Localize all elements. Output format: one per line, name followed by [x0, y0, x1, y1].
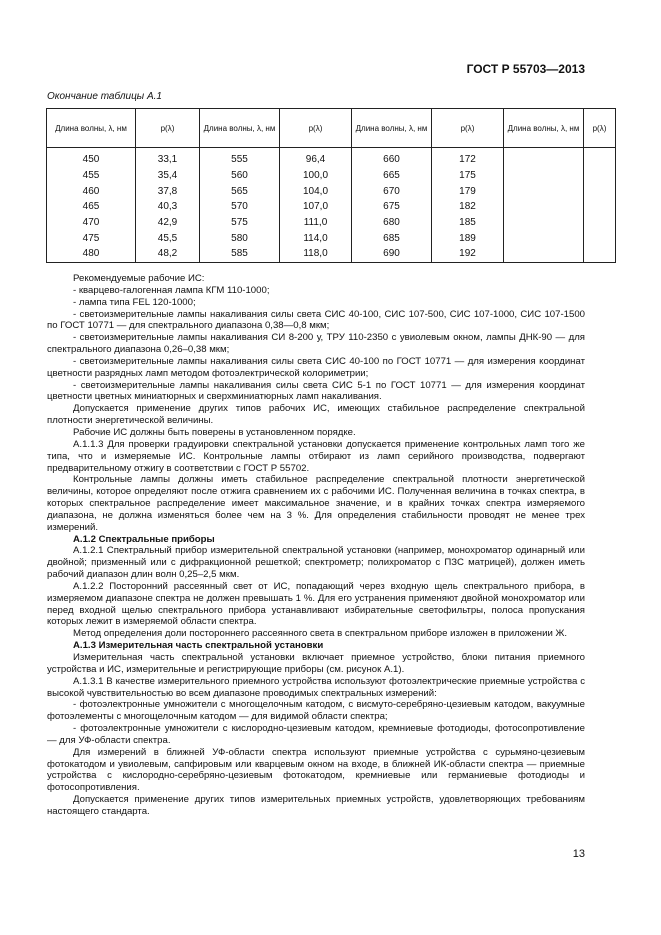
table-cell: 675	[352, 199, 432, 215]
table-cell: 555	[200, 148, 280, 168]
paragraph: Контрольные лампы должны иметь стабильное распределение спектральной плотности энергетической величины, которое определяют после отжига сравнением их с рабочими ИС. Полученная величина в точках спектра, в которых спектральное распределение имеет максимальное значение, и в крайних точках спектра измеряемого диапазона, не должна изменяться более чем на 3 %. Для определения стабильности проводят не менее трех измерений.	[47, 474, 585, 533]
table-cell: 685	[352, 230, 432, 246]
col-header-wavelength-3: Длина волны, λ, нм	[352, 109, 432, 148]
table-cell	[504, 230, 584, 246]
paragraph: А.1.2.2 Посторонний рассеянный свет от ИС, попадающий через входную щель спектрального прибора, в измеряемом диапазоне спектра не должен превышать 1 %. Для его устранения применяют двойной монохроматор или перед входной щелью спектрального прибора устанавливают избирательные светофильтры, полоса пропускания которых лежит в измеряемой области спектра.	[47, 580, 585, 628]
table-cell: 35,4	[136, 168, 200, 184]
paragraph: - светоизмерительные лампы накаливания силы света СИС 40-100 по ГОСТ 10771 — для измерения координат цветности разрядных ламп методом фотоэлектрической колориметрии;	[47, 355, 585, 379]
table-cell: 114,0	[280, 230, 352, 246]
paragraph: - фотоэлектронные умножители с кислородно-цезиевым катодом, кремниевые фотодиоды, фотосопротивление — для УФ-области спектра.	[47, 723, 585, 746]
spectral-data-table	[46, 108, 616, 263]
paragraph: - кварцево-галогенная лампа КГМ 110-1000;	[73, 284, 270, 296]
paragraph: Для измерений в ближней УФ-области спектра используют приемные устройства с сурьмяно-цезиевым фотокатодом и увиолевым, сапфировым или кварцевым окном на входе, в ближней ИК-области спектра — приемные устройства с кислородно-серебряно-цезиевым фотокатодом, кремниевые или германиевые фотодиоды и фотосопротивления.	[47, 746, 585, 794]
table-cell: 670	[352, 183, 432, 199]
col-header-value-4: p(λ)	[584, 109, 616, 148]
table-cell	[584, 215, 616, 231]
table-cell: 560	[200, 168, 280, 184]
table-cell: 42,9	[136, 215, 200, 231]
table-cell: 192	[432, 246, 504, 262]
page-number: 13	[572, 848, 585, 860]
table-cell	[504, 168, 584, 184]
table-cell: 189	[432, 230, 504, 246]
table-cell: 48,2	[136, 246, 200, 262]
table-cell: 100,0	[280, 168, 352, 184]
table-row	[47, 199, 616, 215]
col-header-value-2: p(λ)	[280, 109, 352, 148]
table-cell: 465	[47, 199, 136, 215]
paragraph: - светоизмерительные лампы накаливания силы света СИС 5-1 по ГОСТ 10771 — для измерения координат цветности цветных миниатюрных и сверхминиатюрных ламп накаливания.	[47, 379, 585, 403]
table-cell: 580	[200, 230, 280, 246]
table-cell	[504, 215, 584, 231]
paragraph: - лампа типа FEL 120-1000;	[73, 296, 196, 308]
table-cell: 470	[47, 215, 136, 231]
col-header-value-3: p(λ)	[432, 109, 504, 148]
table-cell: 118,0	[280, 246, 352, 262]
table-cell: 111,0	[280, 215, 352, 231]
table-cell: 182	[432, 199, 504, 215]
table-cell: 575	[200, 215, 280, 231]
table-row	[47, 246, 616, 262]
table-cell: 455	[47, 168, 136, 184]
table-cell: 107,0	[280, 199, 352, 215]
paragraph: - фотоэлектронные умножители с многощелочным катодом, с висмуто-серебряно-цезиевым катодом, вакуумные фотоэлементы с многощелочным катодом — для видимой области спектра;	[47, 699, 585, 723]
table-cell: 480	[47, 246, 136, 262]
table-cell	[584, 148, 616, 168]
table-cell: 37,8	[136, 183, 200, 199]
col-header-value-1: p(λ)	[136, 109, 200, 148]
table-row	[47, 183, 616, 199]
table-row	[47, 230, 616, 246]
table-cell: 475	[47, 230, 136, 246]
table-cell: 450	[47, 148, 136, 168]
table-caption: Окончание таблицы А.1	[47, 91, 162, 102]
paragraph: Измерительная часть спектральной установки включает приемное устройство, блоки питания приемного устройства и ИС, измерительные и регистрирующие приборы (см. рисунок А.1).	[47, 652, 585, 675]
body-text	[47, 273, 585, 818]
table-cell: 33,1	[136, 148, 200, 168]
table-cell	[504, 148, 584, 168]
table-cell: 179	[432, 183, 504, 199]
document-standard-number: ГОСТ Р 55703—2013	[466, 62, 585, 76]
col-header-wavelength-1: Длина волны, λ, нм	[47, 109, 136, 148]
section-heading: А.1.3 Измерительная часть спектральной установки	[73, 640, 324, 652]
paragraph: А.1.2.1 Спектральный прибор измерительной спектральной установки (например, монохроматор одинарный или двойной; призменный или с дифракционной решеткой; спектрометр; полихроматор с ПЗС матрицей), должен иметь рабочий диапазон длин волн 0,25–2,5 мкм.	[47, 545, 585, 581]
paragraph: - светоизмерительные лампы накаливания силы света СИС 40-100, СИС 107-500, СИС 107-1000, СИС 107-1500 по ГОСТ 10771 — для спектрального диапазона 0,38—0,8 мкм;	[47, 308, 585, 332]
table-header	[47, 109, 616, 148]
table-cell	[584, 230, 616, 246]
table-row	[47, 215, 616, 231]
table-cell: 570	[200, 199, 280, 215]
table-header-row	[47, 109, 616, 148]
col-header-wavelength-4: Длина волны, λ, нм	[504, 109, 584, 148]
table-cell: 172	[432, 148, 504, 168]
table-cell: 585	[200, 246, 280, 262]
table-cell: 680	[352, 215, 432, 231]
table-cell: 185	[432, 215, 504, 231]
table-cell: 175	[432, 168, 504, 184]
table-cell: 45,5	[136, 230, 200, 246]
table-cell	[584, 168, 616, 184]
table-cell	[504, 199, 584, 215]
table-cell	[584, 183, 616, 199]
table-cell: 690	[352, 246, 432, 262]
col-header-wavelength-2: Длина волны, λ, нм	[200, 109, 280, 148]
table-cell	[504, 246, 584, 262]
section-heading: А.1.2 Спектральные приборы	[73, 533, 215, 545]
table-cell	[504, 183, 584, 199]
table-cell	[584, 246, 616, 262]
paragraph: Рекомендуемые рабочие ИС:	[73, 273, 205, 284]
table-cell: 665	[352, 168, 432, 184]
table-cell: 104,0	[280, 183, 352, 199]
paragraph: Метод определения доли постороннего рассеянного света в спектральном приборе изложен в приложении Ж.	[73, 628, 567, 640]
table-cell: 40,3	[136, 199, 200, 215]
paragraph: Рабочие ИС должны быть поверены в установленном порядке.	[73, 426, 356, 438]
table-cell: 660	[352, 148, 432, 168]
paragraph: - светоизмерительные лампы накаливания СИ 8-200 у, ТРУ 110-2350 с увиолевым окном, лампы ДНК-90 — для спектрального диапазона 0,26–0,38 мкм;	[47, 332, 585, 356]
table-row	[47, 168, 616, 184]
paragraph: Допускается применение других типов измерительных приемных устройств, удовлетворяющих требованиям настоящего стандарта.	[47, 794, 585, 817]
paragraph: А.1.3.1 В качестве измерительного приемного устройства используют фотоэлектрические приемные устройства с высокой чувствительностью во всем диапазоне проводимых спектральных измерений:	[47, 675, 585, 699]
table-cell: 96,4	[280, 148, 352, 168]
table-body	[47, 148, 616, 263]
paragraph: Допускается применение других типов рабочих ИС, имеющих стабильное распределение спектральной плотности энергетической величины.	[47, 403, 585, 427]
table-row	[47, 148, 616, 168]
table-cell: 565	[200, 183, 280, 199]
table-cell: 460	[47, 183, 136, 199]
paragraph: А.1.1.3 Для проверки градуировки спектральной установки допускается применение контрольных ламп того же типа, что и измеряемые ИС. Контрольные лампы отбирают из ламп серийного производства, подвергают предварительному отжигу в соответствии с ГОСТ Р 55702.	[47, 438, 585, 474]
table-cell	[584, 199, 616, 215]
